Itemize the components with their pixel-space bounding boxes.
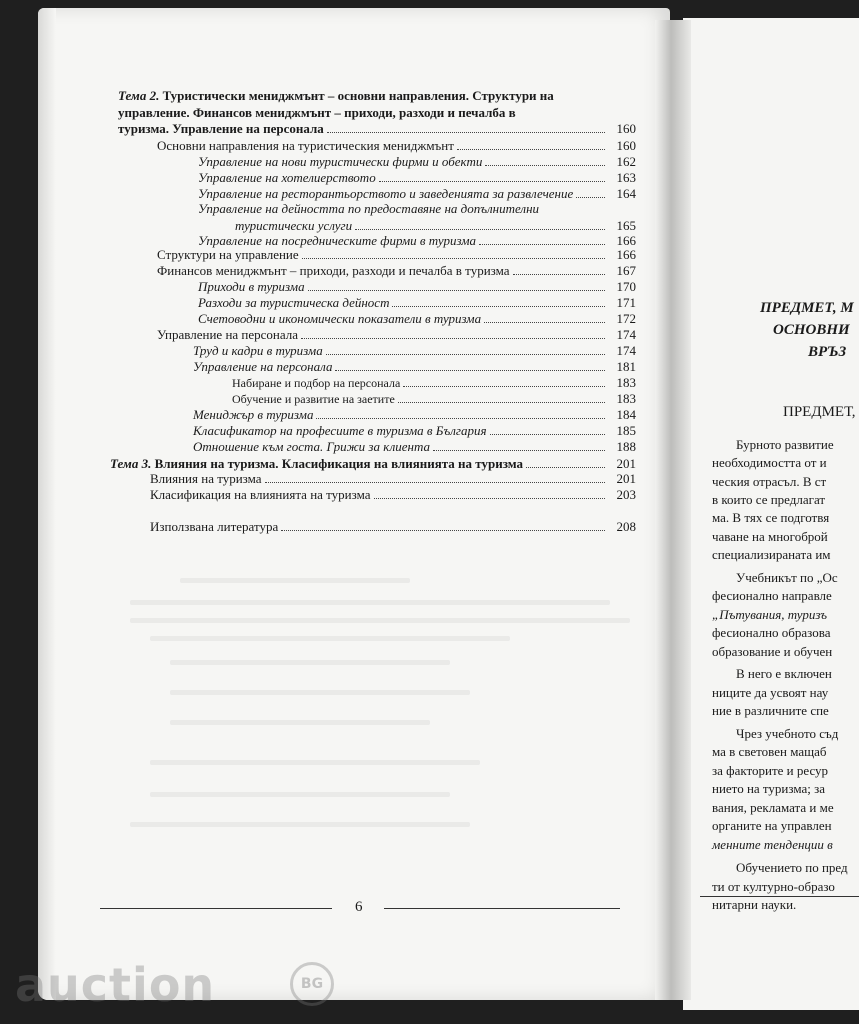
toc-entry [198, 311, 481, 326]
toc-page-number: 162 [616, 154, 636, 169]
right-page-line: ма в световен мащаб [712, 744, 827, 759]
toc-entry [193, 439, 430, 454]
toc-entry-prefix: Тема 2. [118, 88, 160, 103]
toc-leader-dots [374, 498, 606, 499]
right-page-line: Бурното развитие [736, 437, 834, 452]
toc-leader-dots [513, 274, 605, 275]
toc-page-number: 160 [616, 121, 636, 136]
toc-leader-dots [398, 402, 605, 403]
right-page-line: нитарни науки. [712, 897, 797, 912]
toc-leader-dots [379, 181, 605, 182]
toc-leader-dots [327, 132, 605, 133]
right-page-line: в които се предлагат [712, 492, 826, 507]
toc-entry [193, 407, 313, 422]
toc-page-number: 188 [616, 439, 636, 454]
toc-page-number: 163 [616, 170, 636, 185]
toc-leader-dots [479, 244, 605, 245]
watermark-badge: BG [290, 962, 334, 1006]
toc-page-number: 208 [616, 519, 636, 534]
toc-page-number: 183 [616, 375, 636, 390]
left-page-edge [38, 8, 56, 1000]
toc-entry [198, 154, 482, 169]
right-page-line: ческия отрасъл. В ст [712, 474, 827, 489]
toc-page-number: 174 [616, 327, 636, 342]
toc-leader-dots [403, 386, 605, 387]
right-page-heading: ПРЕДМЕТ, М [760, 300, 854, 316]
toc-entry [150, 519, 278, 534]
toc-page-number: 203 [616, 487, 636, 502]
toc-entry-title: Управление на посредническите фирми в туризма [198, 233, 476, 248]
toc-entry [198, 279, 305, 294]
toc-entry-title: Труд и кадри в туризма [193, 343, 323, 358]
toc-page-number: 184 [616, 407, 636, 422]
right-page-heading: ОСНОВНИ [773, 322, 850, 338]
right-page-footer-rule [700, 896, 859, 897]
toc-entry-title: Управление на персонала [193, 359, 333, 374]
toc-leader-dots [433, 450, 605, 451]
right-page-line: ниците да усвоят нау [712, 685, 829, 700]
toc-entry-prefix: Тема 3. [110, 456, 152, 471]
right-page-line: ма. В тях се подготвя [712, 510, 830, 525]
footer-rule-right [384, 908, 620, 909]
right-page-subheading: ПРЕДМЕТ, [783, 404, 856, 420]
toc-entry [110, 456, 523, 471]
toc-entry-title: Мениджър в туризма [193, 407, 314, 422]
footer-rule-left [100, 908, 332, 909]
watermark-text: auction [15, 958, 216, 1012]
toc-page-number: 201 [616, 456, 636, 471]
toc-entry [157, 263, 510, 278]
toc-entry-title: Разходи за туристическа дейност [198, 295, 390, 310]
toc-page-number: 164 [616, 186, 636, 201]
toc-entry [193, 423, 487, 438]
toc-entry [118, 105, 516, 120]
toc-entry-title: управление. Финансов мениджмънт – приходи, разходи и печалба в [118, 105, 516, 120]
right-page-line: Чрез учебното съд [736, 726, 839, 741]
toc-leader-dots [392, 306, 605, 307]
toc-entry [232, 391, 395, 407]
toc-leader-dots [485, 165, 605, 166]
toc-page-number: 170 [616, 279, 636, 294]
right-page-line: нието на туризма; за [712, 781, 826, 796]
toc-entry-title: Основни направления на туристическия мениджмънт [157, 138, 454, 153]
toc-page-number: 171 [616, 295, 636, 310]
toc-entry-title: Управление на нови туристически фирми и обекти [198, 154, 483, 169]
right-page-line: необходимостта от и [712, 455, 827, 470]
toc-leader-dots [326, 354, 605, 355]
toc-leader-dots [335, 370, 605, 371]
toc-entry-title: Финансов мениджмънт – приходи, разходи и печалба в туризма [157, 263, 510, 278]
toc-page-number: 181 [616, 359, 636, 374]
toc-entry-title: Приходи в туризма [198, 279, 305, 294]
right-page-line: чаване на многоброй [712, 529, 828, 544]
toc-entry-title: туристически услуги [235, 218, 353, 233]
toc-leader-dots [302, 258, 605, 259]
toc-entry [235, 218, 352, 233]
toc-page-number: 174 [616, 343, 636, 358]
toc-page-number: 172 [616, 311, 636, 326]
toc-leader-dots [484, 322, 605, 323]
toc-entry [118, 88, 554, 103]
toc-entry [198, 295, 389, 310]
toc-entry-title: Класификатор на професиите в туризма в България [193, 423, 487, 438]
right-page-line: специализираната им [712, 547, 831, 562]
toc-entry-title: Управление на дейността по предоставяне на допълнителни [198, 201, 540, 216]
right-page-line: фесионално направле [712, 588, 832, 603]
toc-page-number: 183 [616, 391, 636, 406]
toc-entry [157, 247, 299, 262]
right-page-line: образование и обучен [712, 644, 833, 659]
toc-entry-title: Счетоводни и икономически показатели в туризма [198, 311, 482, 326]
right-page-line: за факторите и ресур [712, 763, 829, 778]
toc-leader-dots [355, 229, 605, 230]
toc-leader-dots [265, 482, 605, 483]
right-page-line: „Пътувания, туризъ [712, 607, 828, 622]
toc-leader-dots [490, 434, 605, 435]
toc-entry-title: Структури на управление [157, 247, 299, 262]
toc-entry [198, 186, 573, 201]
toc-entry-title: Отношение към госта. Грижи за клиента [193, 439, 431, 454]
toc-entry [198, 170, 376, 185]
toc-leader-dots [316, 418, 605, 419]
toc-entry-title: Класификация на влиянията на туризма [150, 487, 371, 502]
toc-entry-title: Използвана литература [150, 519, 279, 534]
toc-leader-dots [526, 467, 605, 468]
toc-entry [232, 375, 400, 391]
toc-entry-title: Влияния на туризма [150, 471, 262, 486]
toc-entry [157, 327, 298, 342]
toc-entry-title: Обучение и развитие на заетите [232, 392, 395, 406]
toc-entry [193, 359, 332, 374]
toc-leader-dots [457, 149, 605, 150]
toc-entry-title: Управление на персонала [157, 327, 299, 342]
toc-entry [198, 201, 539, 216]
right-page-heading: ВРЪЗ [808, 344, 847, 360]
right-page-line: ние в различните спе [712, 703, 829, 718]
right-page-line: Учебникът по „Ос [736, 570, 838, 585]
toc-entry [193, 343, 323, 358]
toc-page-number: 166 [616, 247, 636, 262]
toc-entry [150, 487, 371, 502]
toc-page-number: 165 [616, 218, 636, 233]
right-page-line: ти от културно-образо [712, 879, 835, 894]
right-page-line: менните тенденции в [712, 837, 833, 852]
toc-entry [150, 471, 262, 486]
toc-page-number: 185 [616, 423, 636, 438]
toc-entry [118, 121, 324, 136]
toc-page-number: 167 [616, 263, 636, 278]
book-gutter [655, 20, 691, 1000]
toc-entry-title: Туристически мениджмънт – основни направления. Структури на [159, 88, 554, 103]
right-page-line: В него е включен [736, 666, 832, 681]
toc-leader-dots [308, 290, 605, 291]
toc-entry [157, 138, 454, 153]
toc-entry-title: Управление на хотелиерството [198, 170, 376, 185]
toc-page-number: 160 [616, 138, 636, 153]
toc-entry-title: Набиране и подбор на персонала [232, 376, 401, 390]
toc-leader-dots [281, 530, 605, 531]
right-page-line: органите на управлен [712, 818, 832, 833]
toc-entry-title: Влияния на туризма. Класификация на влиянията на туризма [151, 456, 524, 471]
page-number: 6 [355, 899, 363, 915]
toc-leader-dots [301, 338, 605, 339]
right-page-line: фесионално образова [712, 625, 831, 640]
toc-entry-title: туризма. Управление на персонала [118, 121, 324, 136]
right-page-line: вания, рекламата и ме [712, 800, 834, 815]
toc-entry [198, 233, 476, 248]
toc-page-number: 201 [616, 471, 636, 486]
right-page-line: Обучението по пред [736, 860, 848, 875]
toc-page-number: 166 [616, 233, 636, 248]
toc-entry-title: Управление на ресторантьорството и заведенията за развлечение [198, 186, 574, 201]
